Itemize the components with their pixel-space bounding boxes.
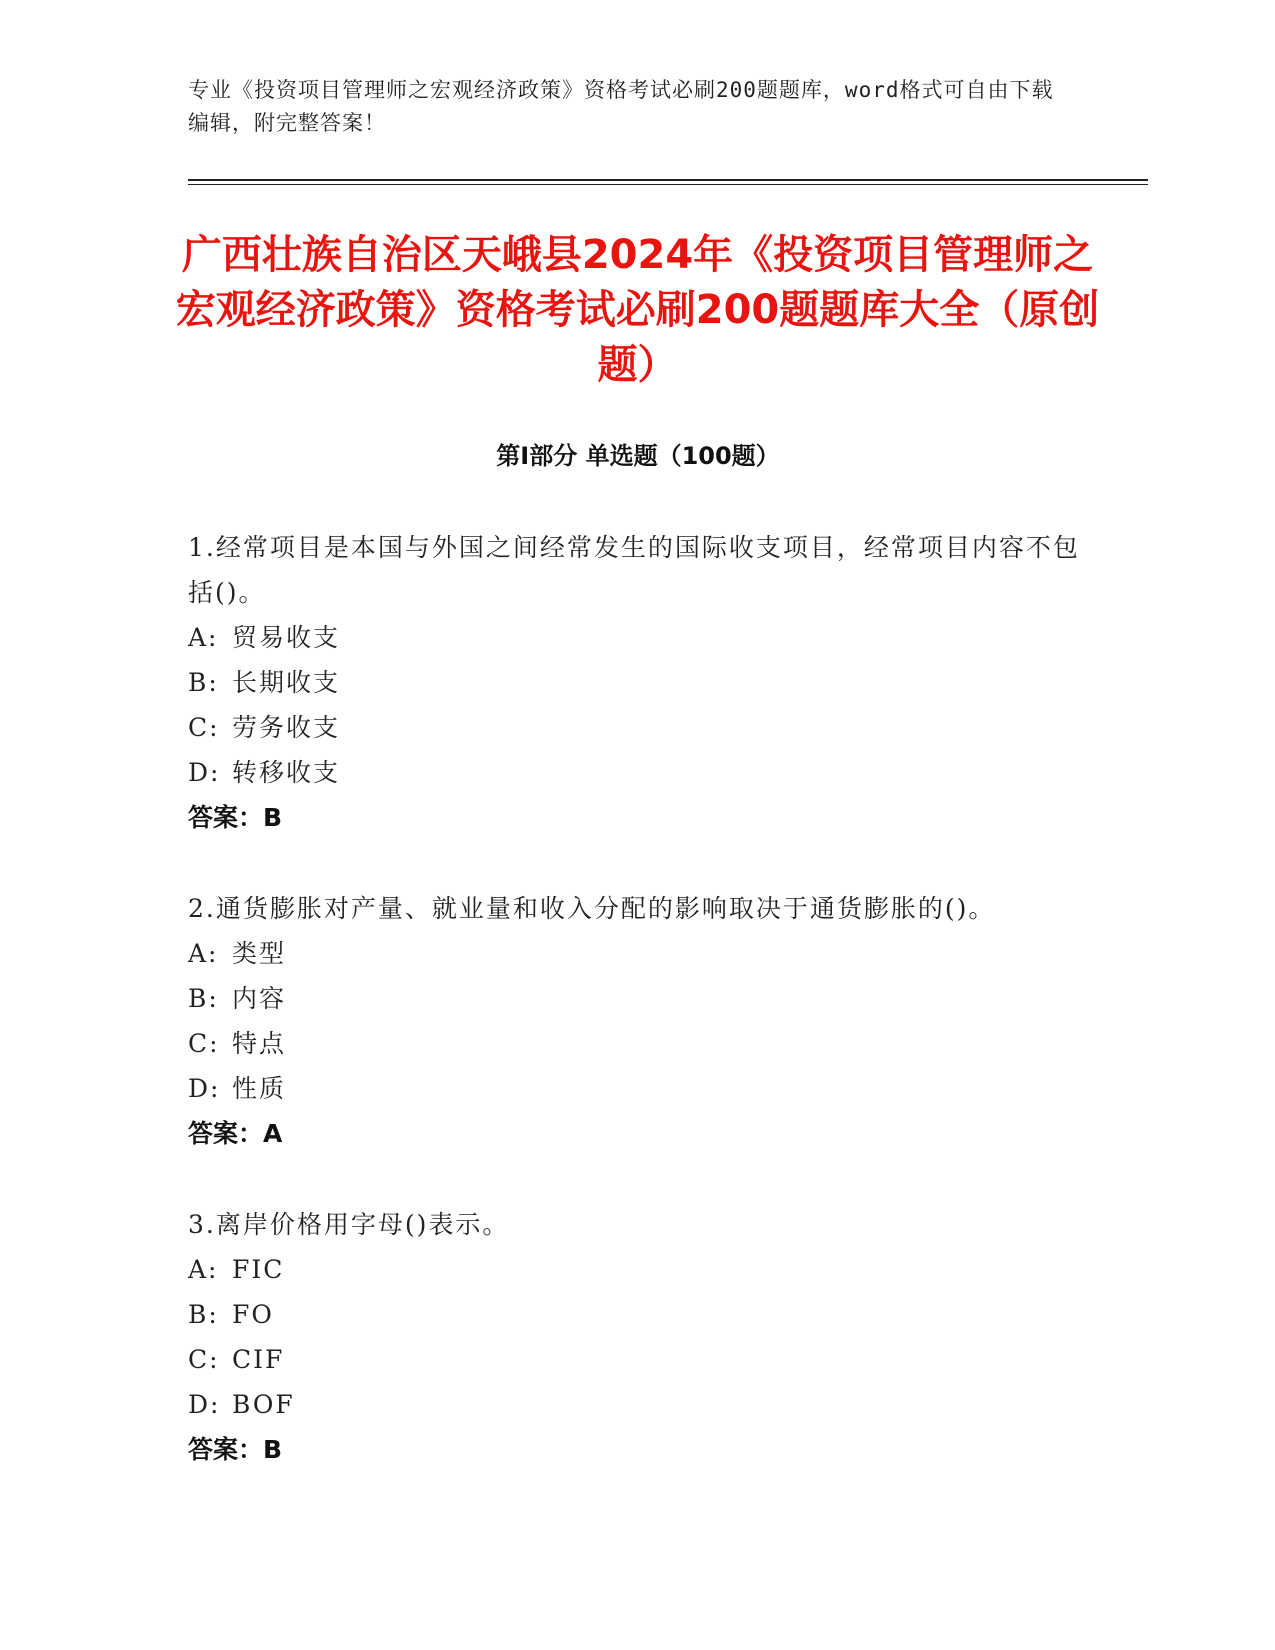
option-b — [188, 660, 1088, 705]
option-label: C: — [188, 1029, 220, 1058]
option-c — [188, 1021, 1088, 1066]
option-label: B: — [188, 984, 219, 1013]
answer-label: 答案： — [188, 1435, 264, 1464]
question-text: 2.通货膨胀对产量、就业量和收入分配的影响取决于通货膨胀的()。 — [188, 894, 996, 923]
answer-label: 答案： — [188, 1119, 264, 1148]
question-item — [188, 525, 1088, 840]
option-text: 类型 — [232, 939, 287, 968]
answer-line — [188, 795, 1088, 840]
answer-line — [188, 1111, 1088, 1156]
question-item — [188, 1202, 1088, 1472]
option-text: 转移收支 — [232, 758, 341, 787]
document-title: 广西壮族自治区天峨县2024年《投资项目管理师之宏观经济政策》资格考试必刷200题题库大全（原创题） — [175, 232, 1100, 388]
option-a — [188, 931, 1088, 976]
option-text: 贸易收支 — [232, 623, 341, 652]
option-b — [188, 1292, 1088, 1337]
option-text: 内容 — [232, 984, 287, 1013]
option-text: CIF — [232, 1345, 285, 1374]
option-a — [188, 1247, 1088, 1292]
answer-line — [188, 1427, 1088, 1472]
option-label: A: — [188, 1255, 219, 1284]
option-label: C: — [188, 713, 220, 742]
option-label: D: — [188, 758, 221, 787]
header-note: 专业《投资项目管理师之宏观经济政策》资格考试必刷200题题库，word格式可自由下载编辑，附完整答案！ — [188, 78, 1054, 135]
section-title: 第Ⅰ部分 单选题（100题） — [496, 442, 780, 470]
question-list — [188, 525, 1088, 1518]
option-label: B: — [188, 1300, 219, 1329]
option-c — [188, 705, 1088, 750]
option-b — [188, 976, 1088, 1021]
option-text: FO — [232, 1300, 274, 1329]
option-label: A: — [188, 623, 219, 652]
header-rule-thin — [188, 184, 1148, 185]
option-text: FIC — [232, 1255, 285, 1284]
question-item — [188, 886, 1088, 1156]
header-rule-thick — [188, 179, 1148, 181]
option-text: 劳务收支 — [232, 713, 341, 742]
option-text: 特点 — [232, 1029, 287, 1058]
option-text: 长期收支 — [232, 668, 341, 697]
option-c — [188, 1337, 1088, 1382]
answer-value: A — [263, 1119, 283, 1148]
answer-value: B — [263, 1435, 283, 1464]
answer-value: B — [263, 803, 283, 832]
option-text: BOF — [232, 1390, 295, 1419]
question-text: 3.离岸价格用字母()表示。 — [188, 1210, 510, 1239]
option-label: C: — [188, 1345, 220, 1374]
answer-label: 答案： — [188, 803, 264, 832]
option-label: B: — [188, 668, 219, 697]
option-d — [188, 1382, 1088, 1427]
option-label: A: — [188, 939, 219, 968]
option-a — [188, 615, 1088, 660]
option-label: D: — [188, 1390, 221, 1419]
option-label: D: — [188, 1074, 221, 1103]
option-text: 性质 — [232, 1074, 287, 1103]
option-d — [188, 750, 1088, 795]
question-text: 1.经常项目是本国与外国之间经常发生的国际收支项目，经常项目内容不包括()。 — [188, 533, 1080, 607]
option-d — [188, 1066, 1088, 1111]
